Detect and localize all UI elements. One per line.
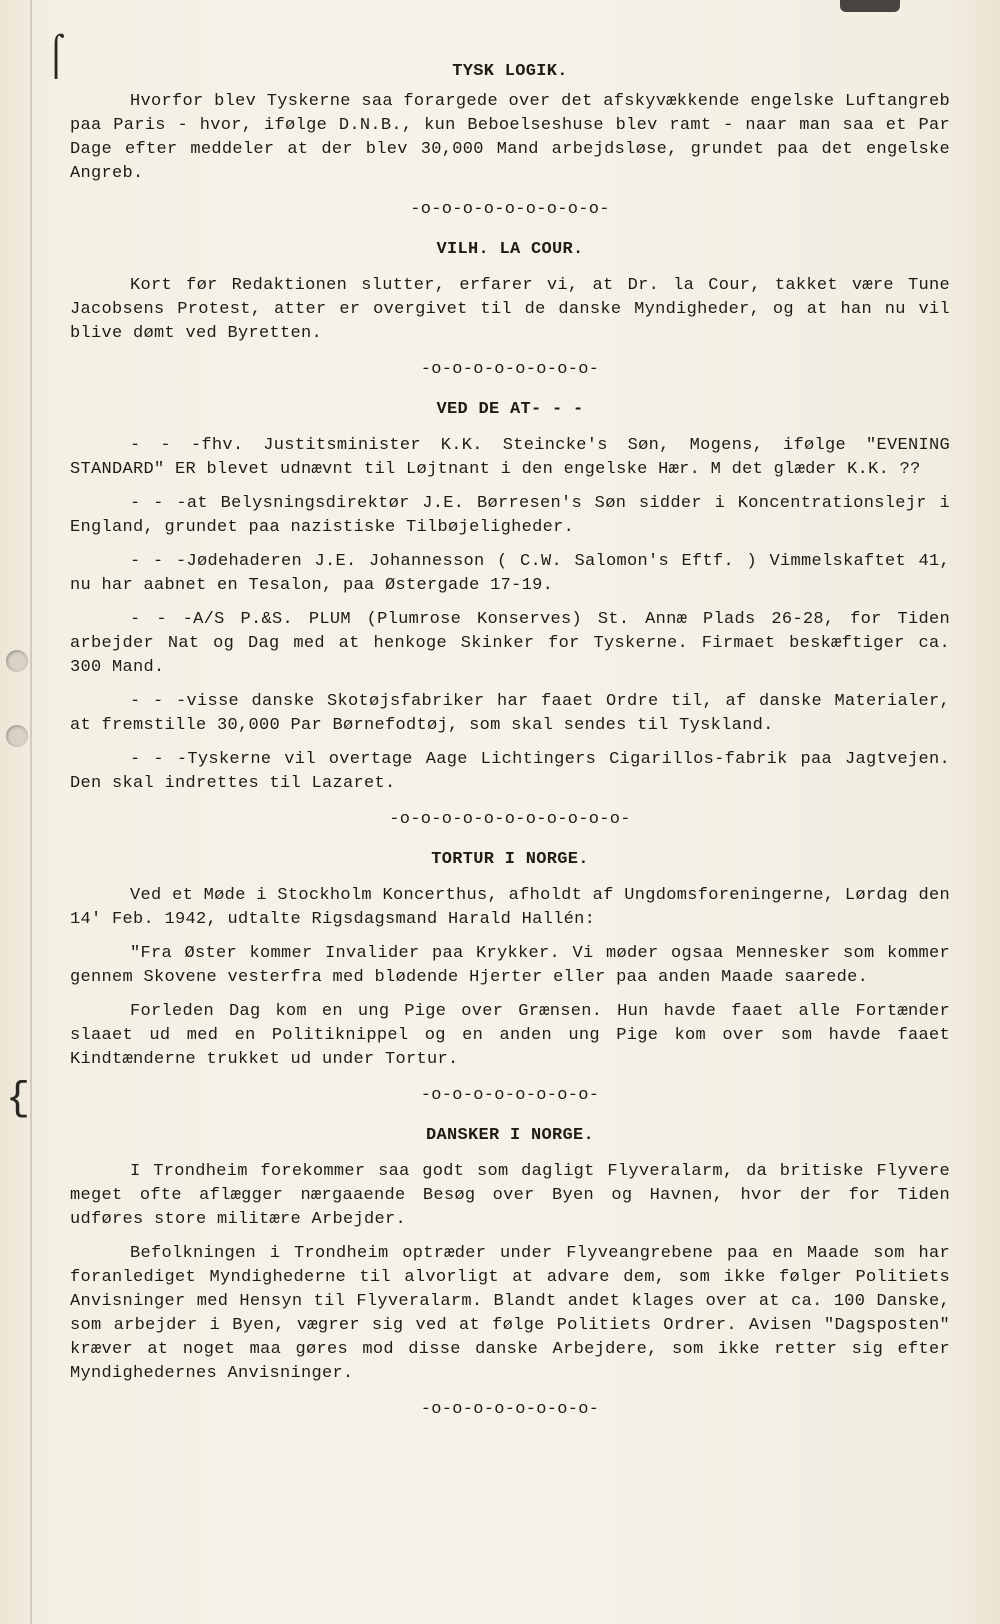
paper-fold-line <box>30 0 32 1624</box>
section-title: TORTUR I NORGE. <box>431 850 589 869</box>
margin-mark: ⌠ <box>44 35 69 80</box>
section-tysk-logik <box>70 60 950 222</box>
separator: -o-o-o-o-o-o-o-o- <box>420 1400 600 1419</box>
separator: -o-o-o-o-o-o-o-o- <box>420 1086 600 1105</box>
news-item: - - -at Belysningsdirektør J.E. Børresen's Søn sidder i Koncentrationslejr i England, grundet paa nazistiske Tilbøjeligheder. <box>70 494 950 537</box>
section-title: VED DE AT- - - <box>436 400 584 419</box>
quote-paragraph: Forleden Dag kom en ung Pige over Grænsen. Hun havde faaet alle Fortænder slaaet ud med en Politiknippel og en anden ung Pige kom over som havde faaet Kindtænderne trukket ud under Tortur. <box>70 1002 950 1069</box>
punch-hole <box>6 725 28 747</box>
section-ved-de-at <box>70 398 950 832</box>
punch-hole <box>6 650 28 672</box>
separator: -o-o-o-o-o-o-o-o- <box>420 360 600 379</box>
news-item: - - -Tyskerne vil overtage Aage Lichtingers Cigarillos-fabrik paa Jagtvejen. Den skal indrettes til Lazaret. <box>70 750 950 793</box>
quote-paragraph: "Fra Øster kommer Invalider paa Krykker. Vi møder ogsaa Mennesker som kommer gennem Skovene vesterfra med blødende Hjerter eller paa anden Maade saarede. <box>70 944 950 987</box>
paragraph: Kort før Redaktionen slutter, erfarer vi, at Dr. la Cour, takket være Tune Jacobsens Protest, atter er overgivet til de danske Myndigheder, og at han nu vil blive dømt ved Byretten. <box>70 276 950 343</box>
section-dansker-i-norge <box>70 1124 950 1422</box>
separator: -o-o-o-o-o-o-o-o-o- <box>410 200 610 219</box>
paragraph: Befolkningen i Trondheim optræder under Flyveangrebene paa en Maade som har foranlediget Myndighederne til alvorligt at advare dem, som ikke følger Politiets Anvisninger med Hensyn til Flyveralarm. Blandt andet klages over at ca. 100 Danske, som arbejder i Byen, vægrer sig ved at følge Politiets Ordrer. Avisen "Dagsposten" kræver at noget maa gøres mod disse danske Arbejdere, som ikke retter sig efter Myndighedernes Anvisninger. <box>70 1244 950 1383</box>
section-title: TYSK LOGIK. <box>452 62 568 81</box>
section-title: VILH. LA COUR. <box>436 240 584 259</box>
section-title: DANSKER I NORGE. <box>425 1126 595 1145</box>
separator: -o-o-o-o-o-o-o-o-o-o-o- <box>389 810 631 829</box>
section-tortur-i-norge <box>70 848 950 1108</box>
document-body <box>70 60 950 1438</box>
news-item: - - -A/S P.&S. PLUM (Plumrose Konserves) St. Annæ Plads 26-28, for Tiden arbejder Nat og Dag med at henkoge Skinker for Tyskerne. Firmaet beskæftiger ca. 300 Mand. <box>70 610 950 677</box>
news-item: - - -fhv. Justitsminister K.K. Steincke's Søn, Mogens, ifølge "EVENING STANDARD" ER blevet udnævnt til Løjtnant i den engelske Hær. M det glæder K.K. ?? <box>70 436 950 479</box>
news-item: - - -visse danske Skotøjsfabriker har faaet Ordre til, af danske Materialer, at fremstille 30,000 Par Børnefodtøj, som skal sendes til Tyskland. <box>70 692 950 735</box>
paragraph: Hvorfor blev Tyskerne saa forargede over det afskyvækkende engelske Luftangreb paa Paris - hvor, ifølge D.N.B., kun Beboelseshuse blev ramt - naar man saa et Par Dage efter meddeler at der blev 30,000 Mand arbejdsløse, grundet paa det engelske Angreb. <box>70 92 950 183</box>
ink-smudge <box>840 0 900 12</box>
section-vilh-la-cour <box>70 238 950 382</box>
paragraph: Ved et Møde i Stockholm Koncerthus, afholdt af Ungdomsforeningerne, Lørdag den 14' Feb. 1942, udtalte Rigsdagsmand Harald Hallén: <box>70 886 950 929</box>
paragraph: I Trondheim forekommer saa godt som dagligt Flyveralarm, da britiske Flyvere meget ofte aflægger nærgaaende Besøg over Byen og Havnen, hvor der for Tiden udføres store militære Arbejder. <box>70 1162 950 1229</box>
news-item: - - -Jødehaderen J.E. Johannesson ( C.W. Salomon's Eftf. ) Vimmelskaftet 41, nu har aabnet en Tesalon, paa Østergade 17-19. <box>70 552 950 595</box>
margin-bracket: { <box>6 1077 31 1122</box>
